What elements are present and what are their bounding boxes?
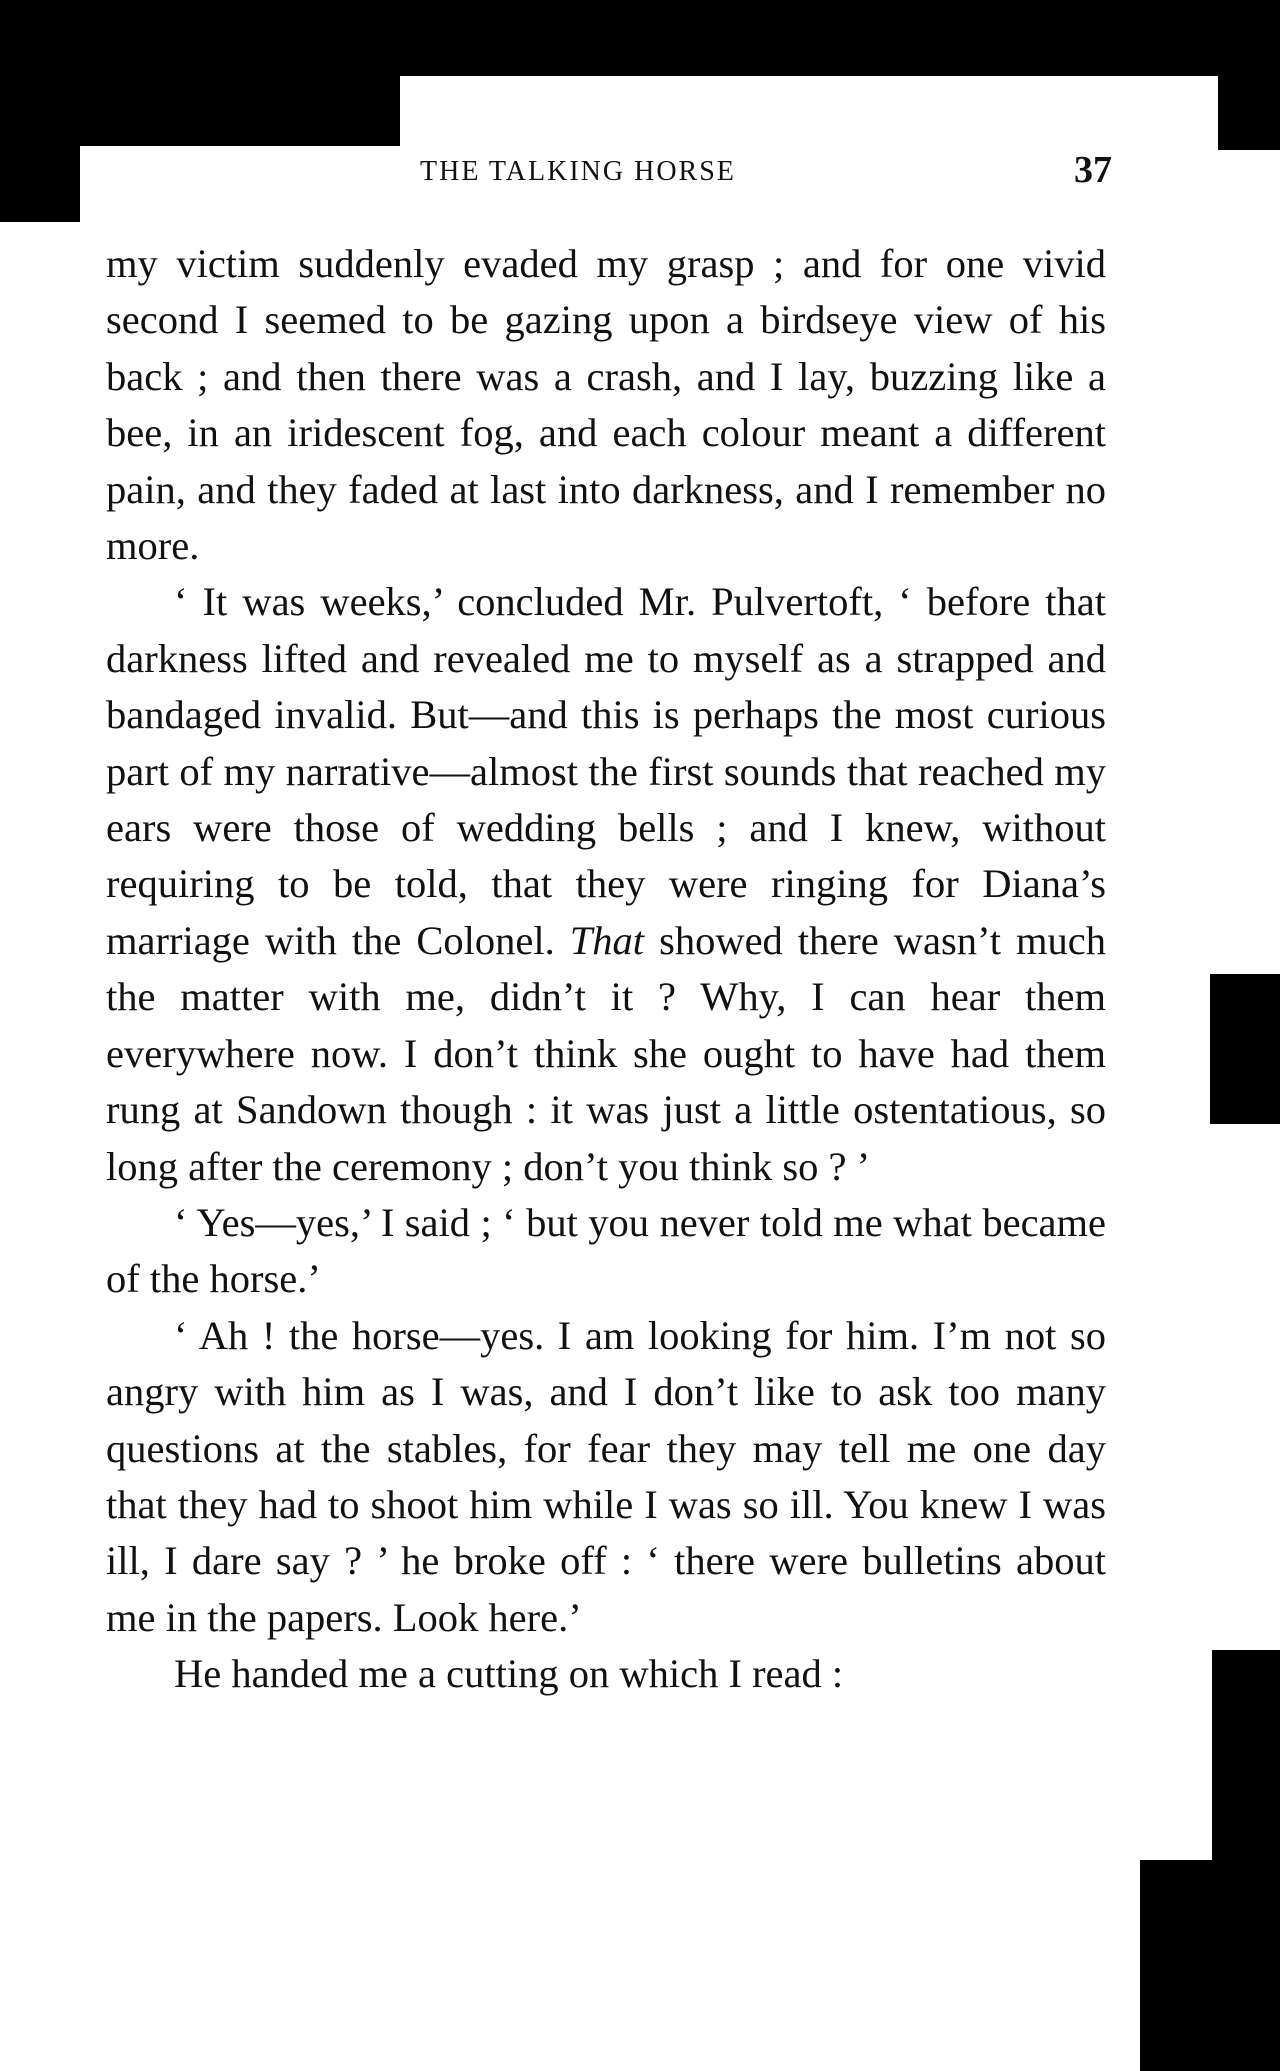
paragraph-text-before-italic: ‘ It was weeks,’ concluded Mr. Pulvertoft, ‘ before that darkness lifted and revealed me to myself as a strapped and bandaged invalid. But—and this is perhaps the most curious part of my narrative—almost the first sounds that reached my ears were those of wedding bells ; and I knew, without requiring to be told, that they were ringing for Diana’s marriage with the Colonel.	[106, 579, 1106, 963]
page-number: 37	[1074, 149, 1112, 191]
running-title: THE TALKING HORSE	[420, 156, 736, 187]
italic-emphasis: That	[569, 917, 645, 963]
paragraph-pulvertoft-recollection	[106, 574, 1106, 1194]
scan-border-bottom-right	[1140, 1860, 1280, 2071]
paragraph-narrator-reply: ‘ Yes—yes,’ I said ; ‘ but you never told me what became of the horse.’	[106, 1199, 1106, 1302]
paragraph-text-after-italic: showed there wasn’t much the matter with me, didn’t it ? Why, I can hear them everywhere now. I don’t think she ought to have had them rung at Sandown though : it was just a little ostentatious, so long after the ceremony ; don’t you think so ? ’	[106, 917, 1106, 1189]
paragraph-horse-answer: ‘ Ah ! the horse—yes. I am looking for him. I’m not so angry with him as I was, and I don’t like to ask too many questions at the stables, for fear they may tell me one day that they had to shoot him while I was so ill. You knew I was ill, I dare say ? ’ he broke off : ‘ there were bulletins about me in the papers. Look here.’	[106, 1312, 1106, 1640]
page-body	[106, 236, 1106, 1703]
scan-border-top-right	[1218, 0, 1280, 150]
scan-border-left	[0, 0, 80, 222]
paragraph-cutting: He handed me a cutting on which I read :	[174, 1651, 844, 1697]
scan-border-right-middle	[1210, 974, 1280, 1124]
running-header	[106, 148, 1112, 198]
paragraph-continued: my victim suddenly evaded my grasp ; and for one vivid second I seemed to be gazing upon a birdseye view of his back ; and then there was a crash, and I lay, buzzing like a bee, in an iridescent fog, and each colour meant a different pain, and they faded at last into darkness, and I remember no more.	[106, 241, 1106, 569]
